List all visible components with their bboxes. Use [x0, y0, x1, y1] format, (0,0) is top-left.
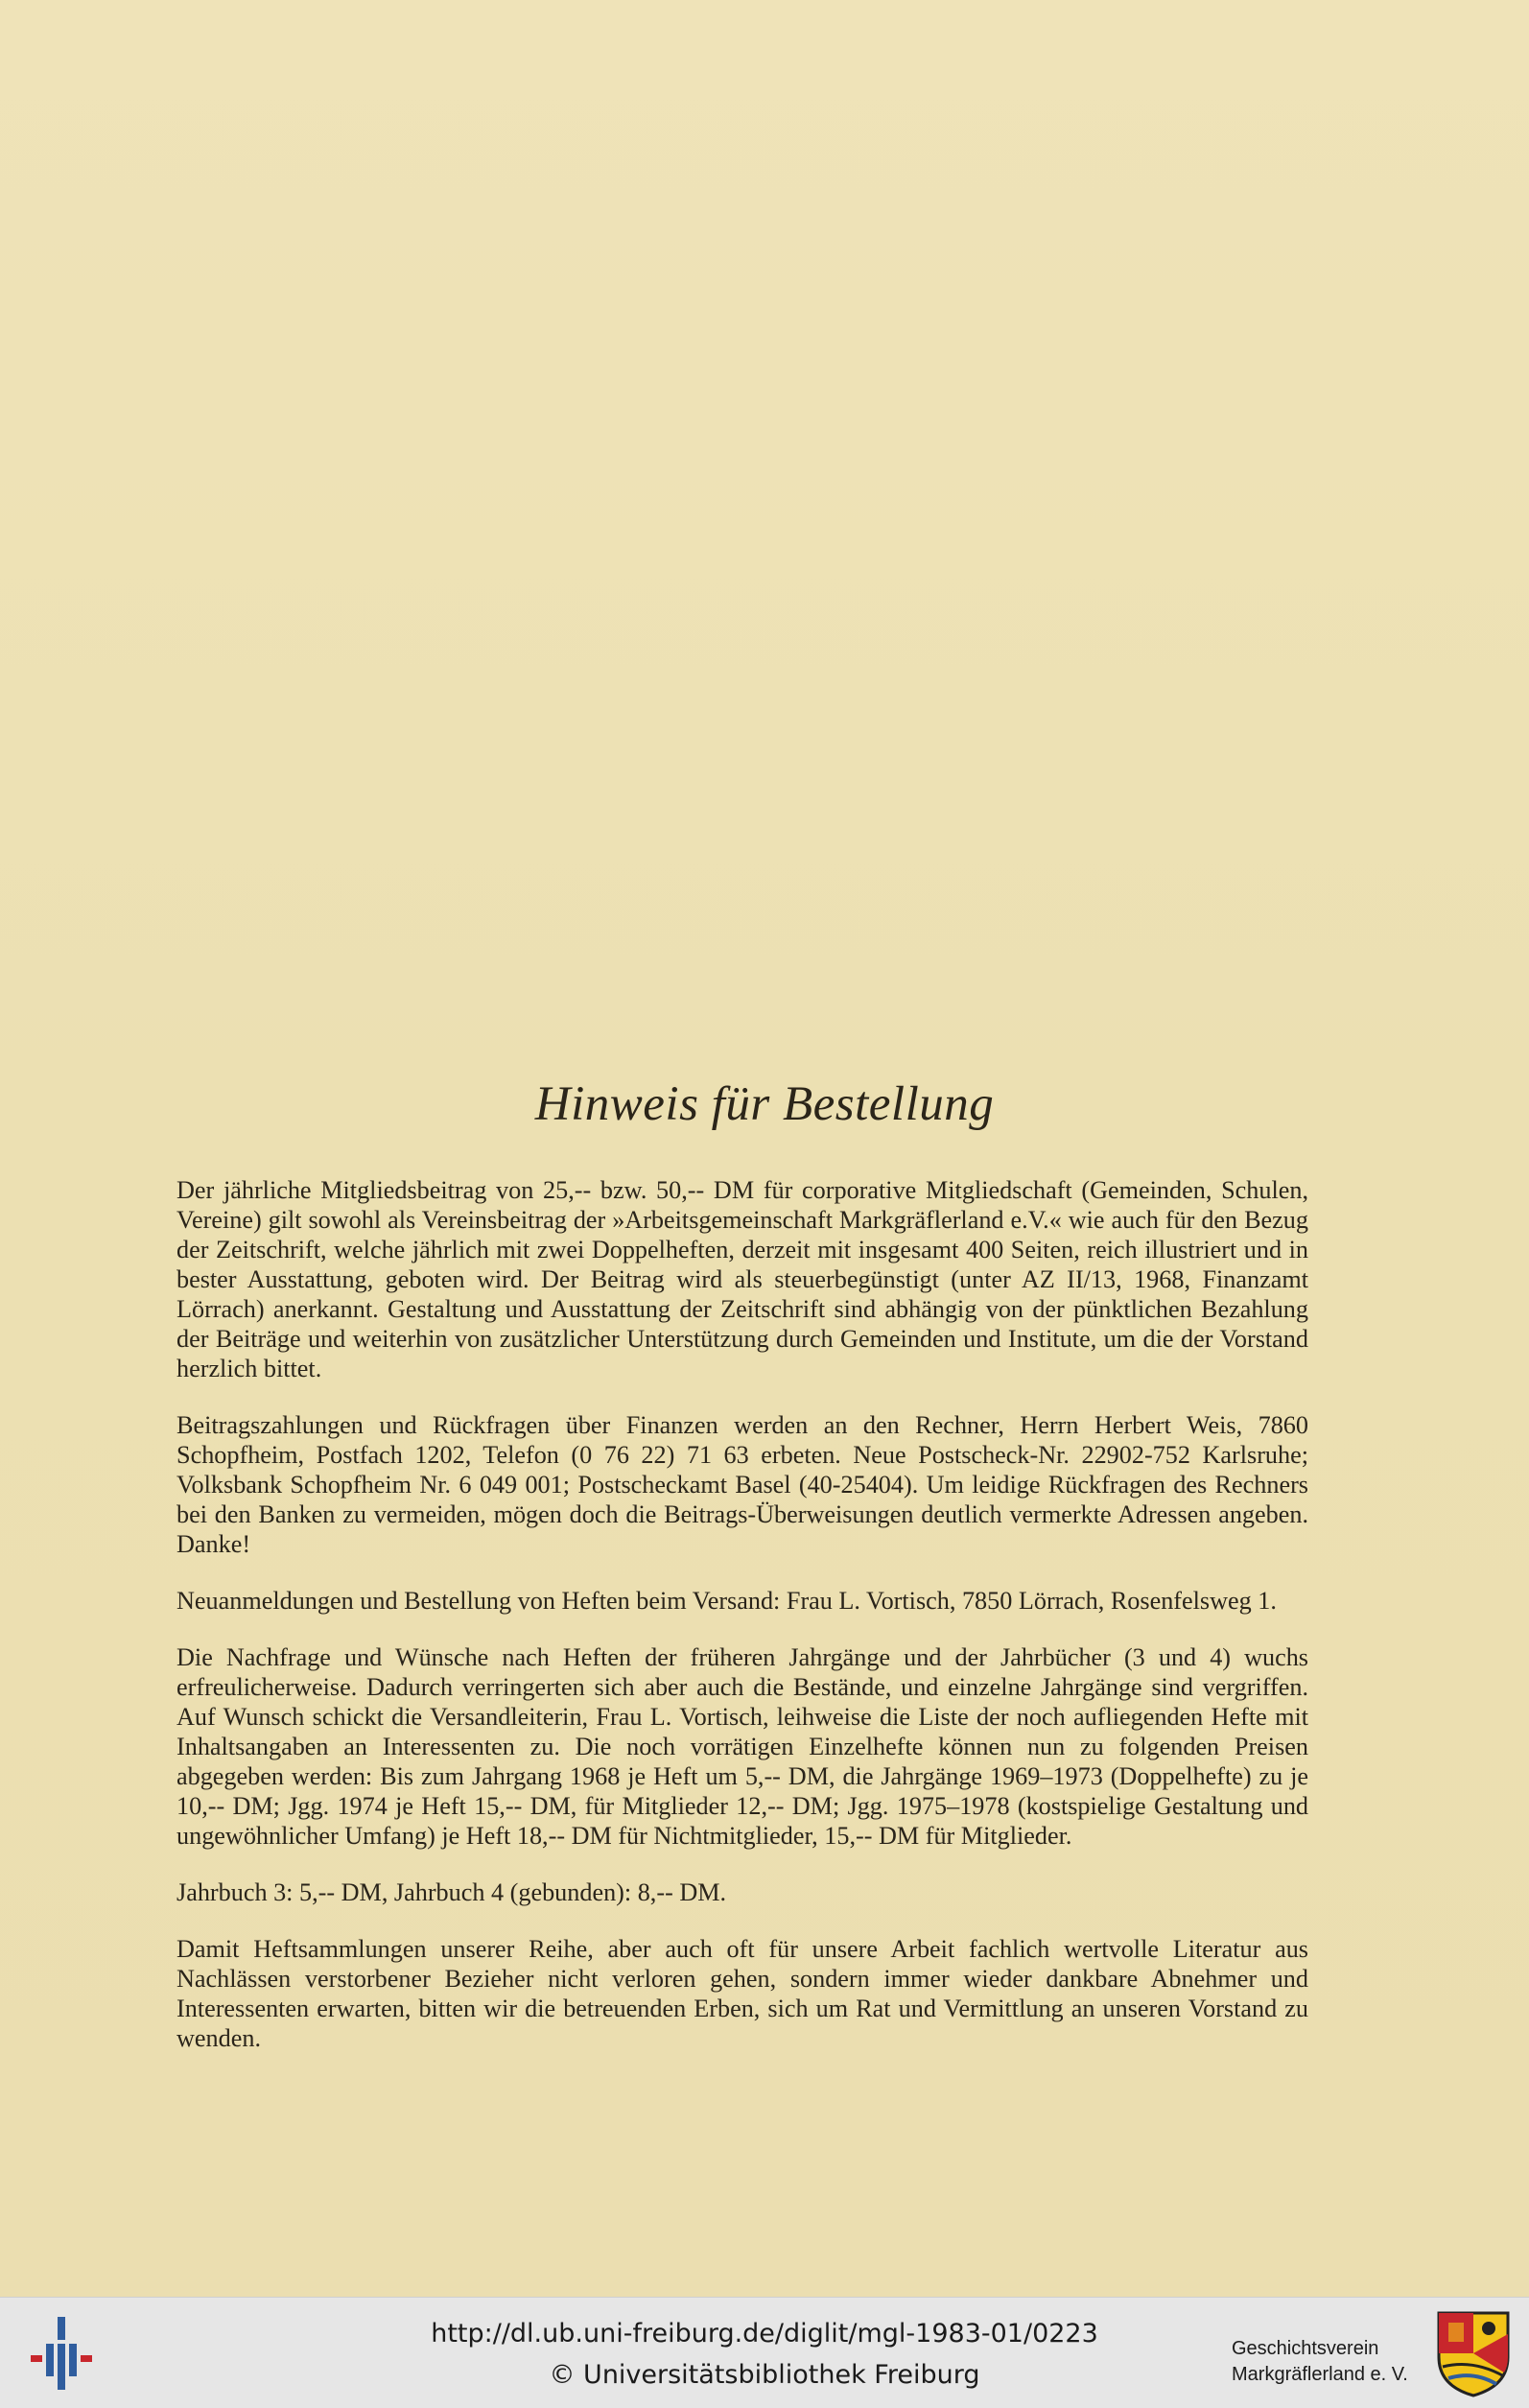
permalink-url[interactable]: http://dl.ub.uni-freiburg.de/diglit/mgl-1983-01/0223 [431, 2319, 1098, 2349]
copyright-notice: © Universitätsbibliothek Freiburg [549, 2360, 980, 2390]
society-name-line2: Markgräflerland e. V. [1232, 2364, 1408, 2385]
paragraph-back-issues: Die Nachfrage und Wünsche nach Heften der früheren Jahrgänge und der Jahrbücher (3 und 4) wuchs erfreulicherweise. Dadurch verringerten sich aber auch die Bestände, und einzelne Jahrgänge sind vergriffen. Auf Wunsch schickt die Versandleiterin, Frau L. Vortisch, leihweise die Liste der noch aufliegenden Hefte mit Inhaltsangaben an Interessenten zu. Die noch vorrätigen Einzelhefte können nun zu folgenden Preisen abgegeben werden: Bis zum Jahrgang 1968 je Heft um 5,-- DM, die Jahrgänge 1969–1973 (Doppelhefte) zu je 10,-- DM; Jgg. 1974 je Heft 15,-- DM, für Mitglieder 12,-- DM; Jgg. 1975–1978 (kostspielige Gestaltung und ungewöhnlicher Umfang) je Heft 18,-- DM für Nichtmitglieder, 15,-- DM für Mitglieder. [176, 1643, 1308, 1850]
paragraph-payments: Beitragszahlungen und Rückfragen über Finanzen werden an den Rechner, Herrn Herbert Weis, 7860 Schopfheim, Postfach 1202, Telefon (0 76 22) 71 63 erbeten. Neue Postscheck-Nr. 22902-752 Karlsruhe; Volksbank Schopfheim Nr. 6 049 001; Postscheckamt Basel (40-25404). Um leidige Rückfragen des Rechners bei den Banken zu vermeiden, mögen doch die Beitrags-Überweisungen deutlich vermerkte Adressen angeben. Danke! [176, 1411, 1308, 1558]
paragraph-yearbook-prices: Jahrbuch 3: 5,-- DM, Jahrbuch 4 (gebunden): 8,-- DM. [176, 1878, 727, 1906]
society-name [1232, 2336, 1443, 2388]
coat-of-arms-icon[interactable] [1435, 2309, 1512, 2397]
paragraph-estates: Damit Heftsammlungen unserer Reihe, aber auch oft für unsere Arbeit fachlich wertvolle Literatur aus Nachlässen verstorbener Bezieher nicht verloren gehen, sondern immer wieder dankbare Abnehmer und Interessenten erwarten, bitten wir die betreuenden Erben, sich um Rat und Vermittlung an unseren Vorstand zu wenden. [176, 1935, 1308, 2052]
page-title: Hinweis für Bestellung [534, 1077, 995, 1131]
paragraph-membership: Der jährliche Mitgliedsbeitrag von 25,-- bzw. 50,-- DM für corporative Mitgliedschaft (Gemeinden, Schulen, Vereine) gilt sowohl als Vereinsbeitrag der »Arbeitsgemeinschaft Markgräflerland e.V.« wie auch für den Bezug der Zeitschrift, welche jährlich mit zwei Doppelheften, derzeit mit insgesamt 400 Seiten, reich illustriert und in bester Ausstattung, geboten wird. Der Beitrag wird als steuerbegünstigt (unter AZ II/13, 1968, Finanzamt Lörrach) anerkannt. Gestaltung und Ausstattung der Zeitschrift sind abhängig von der pünktlichen Bezahlung der Beiträge und weiterhin von zusätzlicher Unterstützung durch Gemeinden und Institute, um die der Vorstand herzlich bittet. [176, 1176, 1308, 1382]
document-body [176, 1175, 1308, 2080]
paragraph-registration: Neuanmeldungen und Bestellung von Heften beim Versand: Frau L. Vortisch, 7850 Lörrach, Rosenfelsweg 1. [176, 1587, 1277, 1615]
viewer-footer [0, 2297, 1529, 2408]
society-name-line1: Geschichtsverein [1232, 2338, 1379, 2359]
